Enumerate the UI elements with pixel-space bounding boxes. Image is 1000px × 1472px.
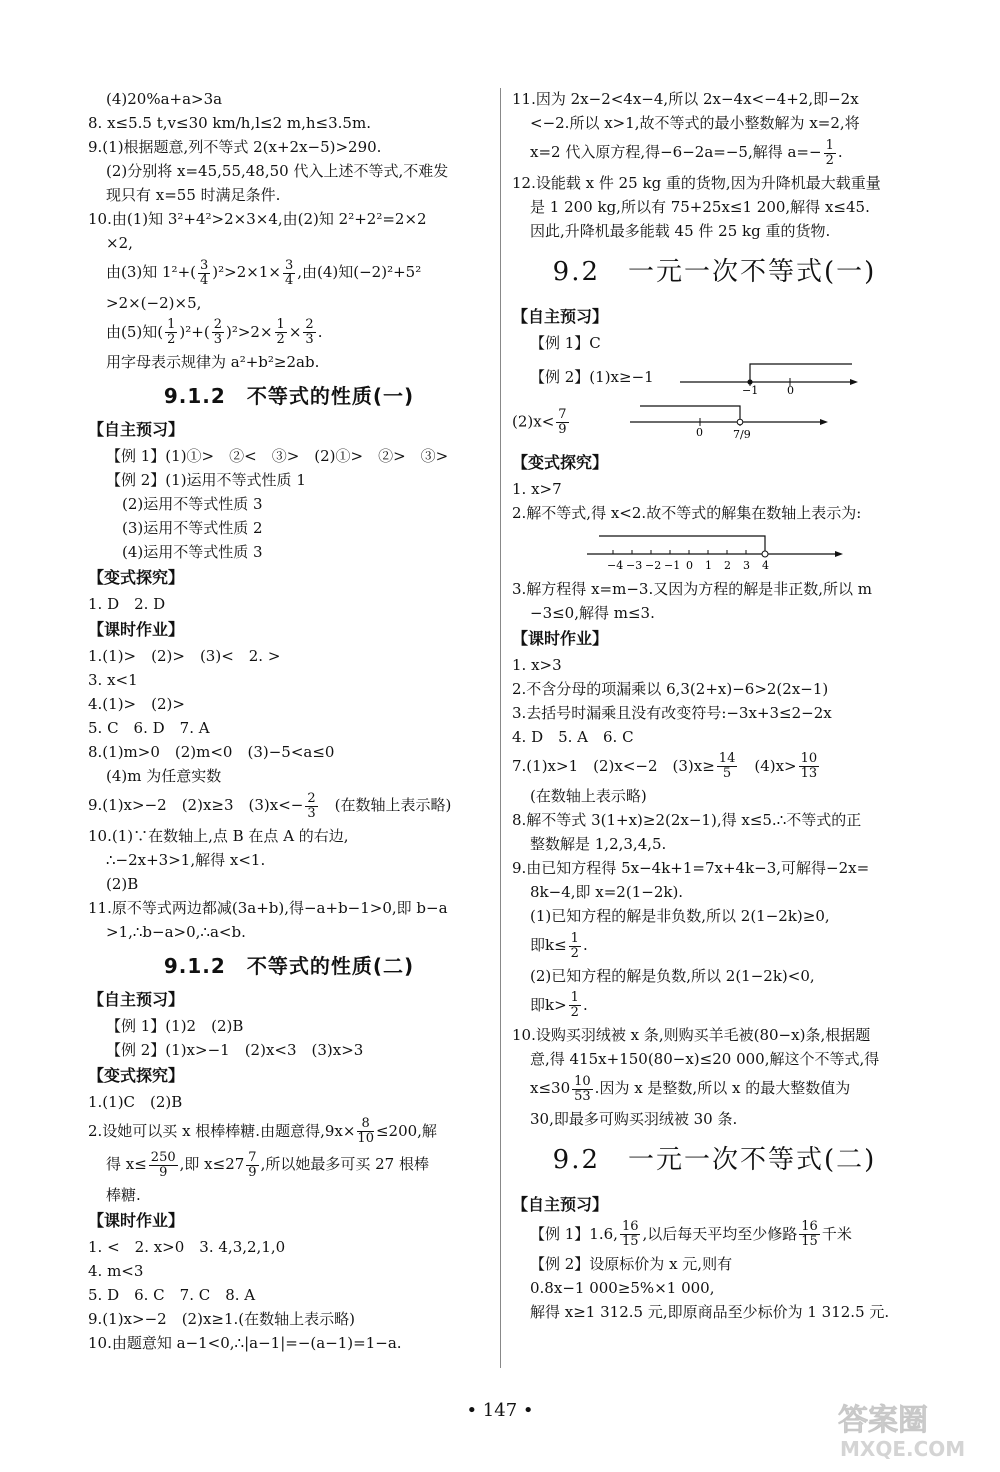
answer-line: 0.8x−1 000≥5%×1 000, xyxy=(530,1279,715,1297)
answer-line: 现只有 x=55 时满足条件. xyxy=(106,186,281,204)
text-segment: . xyxy=(837,143,843,161)
number-line-variant2 xyxy=(587,530,847,572)
answer-line: 9.(1)根据题意,列不等式 2(x+2x−5)>290. xyxy=(88,138,382,156)
answer-line: −3≤0,解得 m≤3. xyxy=(530,603,655,622)
numerator: 16 xyxy=(621,1219,639,1234)
answer-line: 4. m<3 xyxy=(88,1261,144,1280)
answer-line: 4. D 5. A 6. C xyxy=(512,727,634,746)
text-segment: ²+ xyxy=(185,322,204,341)
answer-line: (2)B xyxy=(106,874,139,893)
fraction xyxy=(303,318,315,347)
numerator: 1 xyxy=(276,317,285,332)
left-column xyxy=(88,88,490,1356)
answer-line: (4)20%a+a>3a xyxy=(106,90,223,108)
subsection-label: 【自主预习】 xyxy=(88,989,185,1009)
answer-line: 10.(1)∵在数轴上,点 B 在点 A 的右边, xyxy=(88,826,349,845)
fraction xyxy=(556,408,568,437)
watermark-url: MXQE.COM xyxy=(840,1437,966,1461)
axis-arrow xyxy=(820,419,828,425)
denominator: 9 xyxy=(159,1164,168,1180)
text-segment: × xyxy=(288,322,302,341)
answer-line xyxy=(88,1117,490,1147)
fraction xyxy=(717,752,738,781)
answer-line: 解得 x≥1 312.5 元,即原商品至少标价为 1 312.5 元. xyxy=(530,1303,890,1321)
denominator: 5 xyxy=(722,766,732,781)
answer-line: 30,即最多可购买羽绒被 30 条. xyxy=(530,1109,738,1128)
fraction xyxy=(165,318,177,347)
denominator: 2 xyxy=(167,332,176,347)
denominator: 15 xyxy=(621,1234,639,1249)
tick-group xyxy=(607,550,769,572)
axis-arrow xyxy=(850,379,858,385)
numerator: 1 xyxy=(825,137,834,153)
answer-line: 【例 2】设原标价为 x 元,则有 xyxy=(530,1255,733,1273)
answer-line: 8.(1)m>0 (2)m<0 (3)−5<a≤0 xyxy=(88,743,335,761)
fraction xyxy=(149,1151,178,1180)
text-segment: 2.设她可以买 x 根棒棒糖.由题意得,9x× xyxy=(88,1121,356,1140)
denominator: 2 xyxy=(570,945,579,961)
fraction xyxy=(569,991,581,1020)
section-heading: 9.2 一元一次不等式(一) xyxy=(552,256,877,287)
text-segment: 千米 xyxy=(821,1224,852,1243)
fraction xyxy=(305,792,317,821)
answer-line: 3.去括号时漏乘且没有改变符号:−3x+3≤2−2x xyxy=(512,703,832,722)
text-wrap xyxy=(512,408,630,437)
numerator: 7 xyxy=(558,407,567,422)
answer-line: 3.解方程得 x=m−3.又因为方程的解是非正数,所以 m xyxy=(512,579,872,598)
subsection-label: 【课时作业】 xyxy=(512,628,609,648)
denominator: 2 xyxy=(276,332,285,347)
answer-line: 11.因为 2x−2<4x−4,所以 2x−4x<−4+2,即−2x xyxy=(512,90,859,108)
answer-line: (2)已知方程的解是负数,所以 2(1−2k)<0, xyxy=(530,966,815,985)
answer-line: 即k≤ $\frac{1}{2}$ . xyxy=(530,930,588,961)
answer-line: 11.原不等式两边都减(3a+b),得−a+b−1>0,即 b−a xyxy=(88,898,448,917)
fraction xyxy=(569,932,581,961)
fraction xyxy=(275,318,287,347)
answer-line: ∴−2x+3>1,解得 x<1. xyxy=(106,850,266,869)
subsection-label: 【变式探究】 xyxy=(88,568,185,587)
denominator: 4 xyxy=(200,272,209,288)
answer-line: 8.解不等式 3(1+x)≥2(2x−1),得 x≤5.∴不等式的正 xyxy=(512,811,862,829)
answer-line: (在数轴上表示略) xyxy=(530,787,647,805)
fraction xyxy=(799,1220,820,1249)
denominator: 4 xyxy=(284,272,294,288)
text-segment: 即k> xyxy=(530,995,567,1014)
answer-line: >2×(−2)×5, xyxy=(106,293,202,312)
text-segment: 由(3)知 1²+ xyxy=(106,263,191,281)
variant-2-number-line xyxy=(512,530,917,572)
answer-line: 1. D 2. D xyxy=(88,595,166,613)
numerator: 10 xyxy=(800,751,818,766)
answer-line: 【例 1】C xyxy=(530,333,601,352)
answer-line: 12.设能载 x 件 25 kg 重的货物,因为升降机最大载重量 xyxy=(512,173,881,192)
numerator: 1 xyxy=(570,990,579,1005)
answer-line: 1. x>3 xyxy=(512,655,562,674)
fraction xyxy=(246,1151,258,1180)
answer-line: 2.不含分母的项漏乘以 6,3(2+x)−6>2(2x−1) xyxy=(512,679,829,698)
answer-line xyxy=(88,1150,490,1180)
denominator: 2 xyxy=(570,1005,579,1020)
answer-line: 因此,升降机最多能载 45 件 25 kg 重的货物. xyxy=(530,221,831,240)
fraction xyxy=(572,1075,593,1104)
tick-label: 7/9 xyxy=(733,427,751,441)
tick-label: −4 xyxy=(607,558,624,572)
answer-line: 8. x≤5.5 t,v≤30 km/h,l≤2 m,h≤3.5m. xyxy=(88,114,371,132)
answer-line: (4)m 为任意实数 xyxy=(106,767,222,785)
numerator: 8 xyxy=(357,1117,374,1132)
text-segment: . xyxy=(317,322,323,341)
numerator: 3 xyxy=(284,257,294,273)
subsection-label: 【课时作业】 xyxy=(88,620,185,639)
numerator: 1 xyxy=(167,317,176,332)
text-segment: .因为 x 是整数,所以 x 的最大整数值为 xyxy=(594,1079,851,1097)
answer-line xyxy=(88,791,490,821)
answer-line: 1. x>7 xyxy=(512,479,562,498)
text-segment: 7.(1)x>1 (2)x<−2 (3)x≥ xyxy=(512,756,715,775)
axis-arrow xyxy=(835,551,843,557)
fraction xyxy=(212,318,224,347)
subsection-label: 【课时作业】 xyxy=(88,1210,185,1230)
answer-line: 【例 2】(1)运用不等式性质 1 xyxy=(106,471,306,489)
numerator: 2 xyxy=(307,790,316,806)
denominator: 9 xyxy=(558,422,567,437)
denominator: 9 xyxy=(248,1164,257,1180)
text-segment: 即k≤ xyxy=(530,936,567,954)
answer-line: 9.由已知方程得 5x−4k+1=7x+4k−3,可解得−2x= xyxy=(512,859,870,877)
tick-label: 0 xyxy=(686,558,693,572)
tick-label: 1 xyxy=(705,558,712,572)
solution-ray xyxy=(640,406,740,422)
subsection-label: 【自主预习】 xyxy=(512,1194,609,1214)
answer-line: 10.设购买羽绒被 x 条,则购买羊毛被(80−x)条,根据题 xyxy=(512,1026,871,1044)
denominator: 53 xyxy=(574,1088,591,1104)
text-segment: 【例 2】(1)x≥−1 xyxy=(530,368,654,386)
fraction xyxy=(824,139,836,168)
tick-label: −3 xyxy=(626,558,643,572)
text-segment: 得 x≤ xyxy=(106,1155,147,1173)
fraction xyxy=(357,1117,374,1146)
answer-line: 10.由题意知 a−1<0,∴|a−1|=−(a−1)=1−a. xyxy=(88,1333,402,1352)
tick-label: 3 xyxy=(743,558,750,572)
answer-line: 1. < 2. x>0 3. 4,3,2,1,0 xyxy=(88,1237,286,1256)
numerator: 1 xyxy=(570,930,579,946)
numerator: 14 xyxy=(718,751,736,766)
numerator: 7 xyxy=(248,1149,257,1165)
numerator: 2 xyxy=(213,317,222,332)
subsection-label: 【自主预习】 xyxy=(88,420,185,439)
text-segment: (2)x< xyxy=(512,412,555,431)
answer-line: (1)已知方程的解是非负数,所以 2(1−2k)≥0, xyxy=(530,907,830,925)
answer-line: 2.解不等式,得 x<2.故不等式的解集在数轴上表示为: xyxy=(512,503,862,522)
answer-line: 棒糖. xyxy=(106,1185,141,1204)
numerator: 10 xyxy=(574,1073,591,1089)
fraction xyxy=(283,259,295,288)
section-heading: 9.1.2 不等式的性质(二) xyxy=(163,953,415,978)
example-2-part-1 xyxy=(512,360,917,394)
answer-line: 5. C 6. D 7. A xyxy=(88,719,210,737)
answer-line xyxy=(512,138,917,168)
answer-line: 【例 1】(1)①> ②< ③> (2)①> ②> ③> xyxy=(106,447,449,465)
numerator: 250 xyxy=(150,1149,176,1165)
answer-line: 由(5)知( $\frac{1}{2}$ )²+( $\frac{2}{3}$ )²>2× $\frac{1}{2}$ × $\frac{2}{3}$ . xyxy=(106,317,323,347)
tick-label: −1 xyxy=(742,383,759,394)
section-heading: 9.1.2 不等式的性质(一) xyxy=(163,384,415,408)
text-segment: x≤30 xyxy=(530,1079,571,1097)
subsection-label: 【变式探究】 xyxy=(88,1065,185,1085)
text-segment: ,所以她最多可买 27 根棒 xyxy=(260,1155,429,1173)
fraction xyxy=(198,259,210,288)
answer-line: 是 1 200 kg,所以有 75+25x≤1 200,解得 x≤45. xyxy=(530,197,870,216)
text-segment: ,以后每天平均至少修路 xyxy=(642,1224,798,1243)
section-heading: 9.2 一元一次不等式(二) xyxy=(552,1144,877,1175)
answer-line: 1.(1)C (2)B xyxy=(88,1092,183,1111)
tick-label: 0 xyxy=(787,383,794,394)
watermark-logo xyxy=(830,1396,980,1462)
denominator: 2 xyxy=(825,152,834,168)
answer-line: 由(3)知 1²+( $\frac{3}{4}$ )²>2×1× $\frac{3}{4}$ ,由(4)知(−2)²+5² xyxy=(106,257,422,288)
text-segment: 【例 1】1.6, xyxy=(530,1224,618,1243)
answer-line: 即k> $\frac{1}{2}$ . xyxy=(530,990,588,1020)
open-endpoint xyxy=(762,551,768,557)
solution-ray xyxy=(599,536,765,554)
answer-line: <−2.所以 x>1,故不等式的最小整数解为 x=2,将 xyxy=(530,114,860,132)
tick-label: −1 xyxy=(664,558,681,572)
answer-line: >1,∴b−a>0,∴a<b. xyxy=(106,922,246,941)
answer-line xyxy=(512,752,917,782)
tick-label: 4 xyxy=(762,558,769,572)
subsection-label: 【自主预习】 xyxy=(512,306,609,326)
answer-line: 5. D 6. C 7. C 8. A xyxy=(88,1285,256,1304)
fraction xyxy=(620,1220,641,1249)
solution-ray xyxy=(750,364,852,382)
column-divider xyxy=(500,88,501,1368)
denominator: 3 xyxy=(305,332,314,347)
text-segment: x=2 代入原方程,得−6−2a=−5,解得 a=− xyxy=(530,143,822,161)
example-2-part-2 xyxy=(512,400,917,446)
open-endpoint xyxy=(737,419,743,425)
text-segment: ,由(4)知(−2)²+5² xyxy=(297,263,422,281)
answer-line: (2)分别将 x=45,55,48,50 代入上述不等式,不难发 xyxy=(106,162,449,180)
answer-line: 8k−4,即 x=2(1−2k). xyxy=(530,883,684,901)
answer-line: 9.(1)x>−2 (2)x≥1.(在数轴上表示略) xyxy=(88,1309,355,1328)
answer-line: 1.(1)> (2)> (3)< 2. > xyxy=(88,647,281,665)
text-segment: ,即 x≤27 xyxy=(179,1155,245,1173)
answer-line: (3)运用不等式性质 2 xyxy=(122,519,263,537)
number-line-ex2-1 xyxy=(680,360,860,394)
denominator: 3 xyxy=(307,805,316,821)
text-segment: (4)x> xyxy=(739,756,797,775)
tick-label: 0 xyxy=(696,425,703,439)
answer-line: (2)运用不等式性质 3 xyxy=(122,495,263,513)
tick-label: 2 xyxy=(724,558,731,572)
answer-line: 【例 1】(1)2 (2)B xyxy=(106,1016,244,1035)
page-number: • 147 • xyxy=(466,1400,534,1421)
answer-line: 10.由(1)知 3²+4²>2×3×4,由(2)知 2²+2²=2×2 xyxy=(88,210,427,228)
right-column xyxy=(512,88,917,1325)
text-segment: ≤200,解 xyxy=(375,1121,437,1140)
answer-line xyxy=(512,1074,917,1104)
denominator: 10 xyxy=(357,1131,374,1146)
denominator: 15 xyxy=(801,1234,818,1249)
text-segment: ²>2× xyxy=(231,322,273,341)
text-segment: 9.(1)x>−2 (2)x≥3 (3)x<− xyxy=(88,796,304,814)
denominator: 3 xyxy=(213,332,222,347)
fraction xyxy=(799,752,820,781)
answer-line: 3. x<1 xyxy=(88,671,138,689)
denominator: 13 xyxy=(800,766,818,781)
number-line-ex2-2 xyxy=(630,400,830,446)
answer-line: 用字母表示规律为 a²+b²≥2ab. xyxy=(106,353,320,371)
numerator: 3 xyxy=(200,257,209,273)
answer-line: ×2, xyxy=(106,234,133,252)
numerator: 16 xyxy=(801,1219,818,1234)
tick-label: −2 xyxy=(645,558,662,572)
numerator: 2 xyxy=(305,317,314,332)
text-segment: 由(5)知 xyxy=(106,322,158,341)
answer-line: 整数解是 1,2,3,4,5. xyxy=(530,835,667,853)
text-segment: ²>2×1× xyxy=(218,263,281,281)
answer-line: 【例 2】(1)x>−1 (2)x<3 (3)x>3 xyxy=(106,1040,364,1059)
answer-line xyxy=(512,1220,917,1250)
answer-line: (4)运用不等式性质 3 xyxy=(122,543,263,561)
answer-line: 意,得 415x+150(80−x)≤20 000,解这个不等式,得 xyxy=(530,1050,880,1068)
subsection-label: 【变式探究】 xyxy=(512,452,609,472)
answer-line: 4.(1)> (2)> xyxy=(88,695,185,713)
text-segment: (在数轴上表示略) xyxy=(319,796,452,814)
watermark-chinese: 答案圈 xyxy=(838,1403,928,1438)
